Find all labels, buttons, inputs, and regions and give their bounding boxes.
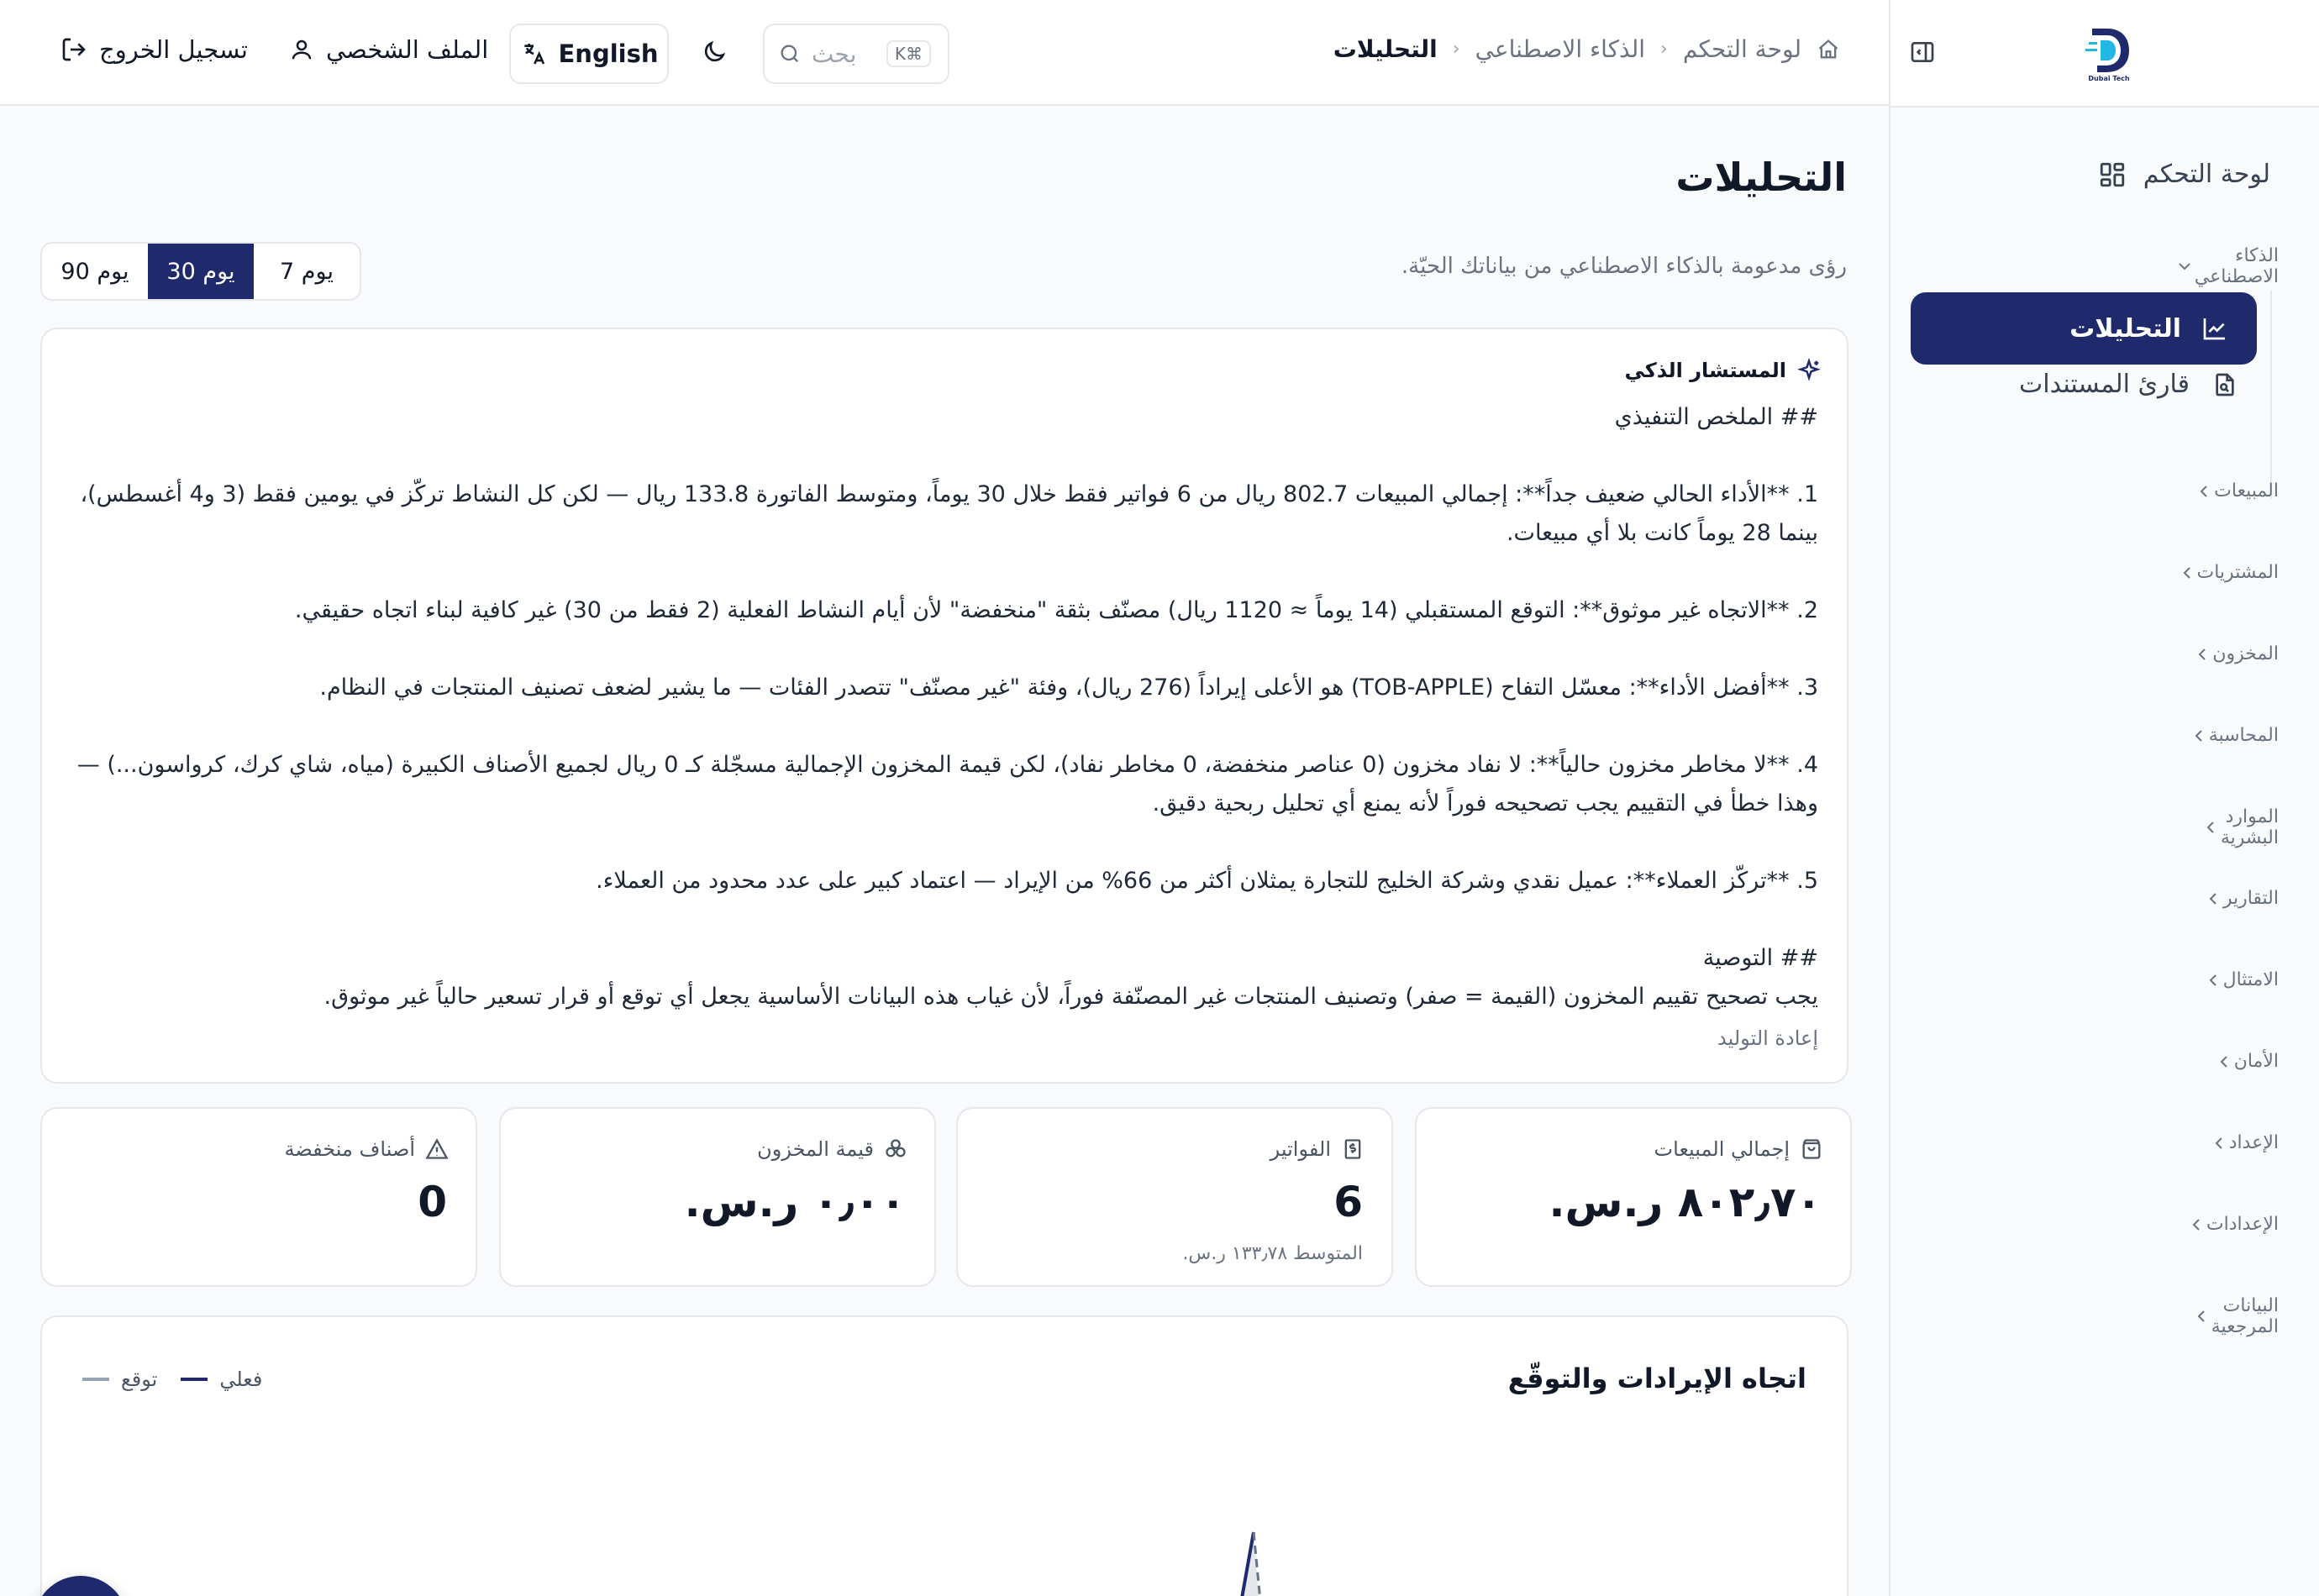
chevron-left-icon — [2177, 563, 2197, 583]
sidebar-group-accounting[interactable] — [2208, 725, 2279, 746]
sidebar-group-reports[interactable] — [2222, 888, 2279, 909]
page-subtitle: رؤى مدعومة بالذكاء الاصطناعي من بياناتك الحيّة. — [1401, 254, 1847, 279]
stat-label — [1654, 1137, 1823, 1161]
chevron-down-icon — [2174, 256, 2195, 276]
warning-triangle-icon — [425, 1137, 449, 1161]
ai-advisor-card — [40, 328, 1848, 1084]
search-icon — [778, 42, 802, 66]
chevron-left-icon: ‹ — [1452, 39, 1460, 60]
breadcrumb-dashboard[interactable]: لوحة التحكم — [1682, 35, 1801, 63]
legend-label: توقع — [121, 1368, 158, 1391]
stat-label-text: الفواتير — [1270, 1137, 1331, 1161]
sidebar-item-label: قارئ المستندات — [2019, 370, 2190, 399]
stat-card-total-sales — [1415, 1107, 1852, 1287]
receipt-dollar-icon — [1341, 1137, 1365, 1161]
profile-button[interactable] — [289, 35, 488, 64]
sidebar-group-label: الأمان — [2233, 1051, 2279, 1072]
chart-plot — [42, 1317, 1847, 1596]
chevron-left-icon: ‹ — [1660, 39, 1668, 60]
sidebar-group-security[interactable] — [2233, 1051, 2279, 1072]
summary-line: يجب تصحيح تقييم المخزون (القيمة = صفر) وتصنيف المنتجات غير المصنّفة فوراً، لأن غياب هذه البيانات الأساسية يجعل أي توقع أو قرار تسعير حالياً غير موثوق. — [323, 984, 1818, 1010]
page-title: التحليلات — [1675, 155, 1847, 200]
sidebar-group-sales[interactable] — [2214, 480, 2279, 501]
date-range-selector — [40, 242, 361, 301]
ai-advisor-header — [1625, 358, 1822, 383]
range-30-days[interactable]: 30 يوم — [148, 244, 254, 299]
summary-line: ## الملخص التنفيذي — [1614, 404, 1818, 430]
chevron-left-icon — [2209, 1133, 2229, 1153]
sidebar-group-label: المبيعات — [2214, 480, 2279, 501]
stat-card-low-stock — [40, 1107, 477, 1287]
range-90-days[interactable]: 90 يوم — [60, 258, 129, 285]
main-content — [0, 108, 1889, 1596]
stat-value: 6 — [1333, 1178, 1363, 1226]
search-field[interactable] — [778, 40, 856, 68]
summary-line: 2. **الاتجاه غير موثوق**: التوقع المستقبلي (14 يوماً ≈ 1120 ريال) مصنّف بثقة "منخفضة" لأن أيام النشاط الفعلية (2 فقط من 30) غير كافية لبناء اتجاه حقيقي. — [294, 597, 1818, 623]
sidebar-group-label: الإعداد — [2228, 1132, 2279, 1153]
language-toggle-button[interactable] — [509, 24, 669, 84]
sidebar-group-ai[interactable] — [2194, 245, 2279, 287]
line-chart-icon — [2201, 315, 2228, 342]
sidebar-item-dashboard[interactable] — [2098, 160, 2270, 189]
chevron-left-icon — [2214, 1052, 2234, 1072]
company-logo[interactable] — [2082, 22, 2136, 86]
revenue-forecast-chart-card — [40, 1315, 1848, 1596]
sidebar-item-label: التحليلات — [2069, 313, 2181, 344]
stat-value: 0 — [418, 1178, 447, 1226]
theme-toggle-button[interactable] — [701, 39, 728, 66]
sidebar-group-label: الموارد البشرية — [2220, 806, 2279, 848]
sidebar-group-hr[interactable] — [2220, 806, 2279, 848]
sidebar-group-compliance[interactable] — [2222, 969, 2279, 990]
chevron-left-icon — [2189, 726, 2209, 746]
search-placeholder: بحث — [812, 39, 857, 68]
chevron-left-icon — [2186, 1215, 2206, 1235]
stat-card-inventory-value — [499, 1107, 936, 1287]
summary-gap — [62, 437, 1818, 475]
top-header — [0, 0, 1889, 106]
stat-label-text: إجمالي المبيعات — [1654, 1137, 1790, 1161]
sidebar-item-label: لوحة التحكم — [2143, 160, 2270, 189]
sparkles-icon — [1796, 358, 1822, 383]
user-icon — [289, 37, 314, 62]
sidebar-group-purchases[interactable] — [2196, 562, 2279, 583]
shopping-bag-icon — [1800, 1137, 1823, 1161]
summary-gap — [62, 630, 1818, 669]
stat-label — [1270, 1137, 1365, 1161]
summary-line: 5. **تركّز العملاء**: عميل نقدي وشركة الخليج للتجارة يمثلان أكثر من 66% من الإيراد — اعتماد كبير على عدد محدود من العملاء. — [596, 868, 1818, 894]
summary-gap — [62, 553, 1818, 591]
ai-advisor-title: المستشار الذكي — [1624, 359, 1786, 382]
panel-toggle-icon — [1909, 39, 1936, 66]
sidebar-group-label: التقارير — [2222, 888, 2279, 909]
boxes-icon — [884, 1137, 907, 1161]
grid-icon — [2098, 160, 2127, 189]
sidebar-group-label: المشتريات — [2196, 562, 2279, 583]
regenerate-button[interactable]: إعادة التوليد — [1717, 1026, 1818, 1050]
sidebar-group-setup[interactable] — [2228, 1132, 2279, 1153]
logout-button[interactable] — [60, 35, 248, 64]
home-icon[interactable] — [1817, 38, 1840, 61]
summary-line: ## التوصية — [1702, 945, 1818, 971]
translate-icon — [520, 40, 547, 67]
sidebar-group-label: الامتثال — [2222, 969, 2279, 990]
stat-label-text: قيمة المخزون — [757, 1137, 874, 1161]
stat-value: ٨٠٢٫٧٠ ر.س. — [1549, 1178, 1822, 1226]
chevron-left-icon — [2203, 970, 2223, 990]
sidebar — [1889, 0, 2319, 1596]
sidebar-group-label: المخزون — [2212, 643, 2279, 664]
logout-icon — [60, 36, 87, 63]
summary-line: 3. **أفضل الأداء**: معسّل التفاح (TOB-APPLE) هو الأعلى إيراداً (276 ريال)، وفئة "غير مصنّف" تتصدر الفئات — ما يشير لضعف تصنيف المنتجات في النظام. — [319, 675, 1818, 701]
chevron-left-icon — [2192, 644, 2212, 664]
search-input[interactable] — [763, 24, 949, 84]
range-7-days[interactable]: 7 يوم — [280, 258, 334, 285]
sidebar-item-document-reader[interactable] — [2019, 370, 2238, 399]
summary-line: 1. **الأداء الحالي ضعيف جداً**: إجمالي المبيعات 802.7 ريال من 6 فواتير فقط خلال 30 يوماً، ومتوسط الفاتورة 133.8 ريال — لكن كل النشاط تركّز في يومين فقط (3 و4 أغسطس)، بينما 28 يوماً كانت بلا أي مبيعات. — [80, 481, 1818, 546]
stat-value: ٠٫٠٠ ر.س. — [684, 1178, 906, 1226]
sidebar-group-label: المحاسبة — [2208, 725, 2279, 746]
chevron-left-icon — [2203, 889, 2223, 909]
stat-label — [284, 1137, 449, 1161]
sidebar-group-inventory[interactable] — [2212, 643, 2279, 664]
logout-label: تسجيل الخروج — [99, 35, 248, 64]
ai-summary-text — [62, 398, 1818, 1016]
summary-gap — [62, 823, 1818, 862]
stat-label — [757, 1137, 907, 1161]
file-scan-icon — [2211, 371, 2238, 398]
profile-label: الملف الشخصي — [326, 35, 489, 64]
stat-subtext: المتوسط ١٣٣٫٧٨ ر.س. — [1182, 1243, 1363, 1264]
summary-gap — [62, 900, 1818, 939]
legend-label: فعلي — [219, 1368, 263, 1391]
sidebar-nav — [1890, 106, 2319, 1596]
chevron-left-icon — [2194, 481, 2214, 501]
language-label: English — [558, 39, 659, 68]
breadcrumb — [1333, 35, 1840, 63]
sidebar-item-analytics[interactable] — [1911, 292, 2257, 365]
chevron-left-icon — [2201, 817, 2221, 837]
sidebar-group-master-data[interactable] — [2211, 1295, 2279, 1337]
sidebar-group-label: البيانات المرجعية — [2211, 1295, 2279, 1337]
sidebar-group-label: الإعدادات — [2206, 1214, 2279, 1235]
submenu-guide-line — [2270, 291, 2272, 499]
chevron-left-icon — [2191, 1306, 2211, 1326]
summary-line: 4. **لا مخاطر مخزون حالياً**: لا نفاد مخزون (0 عناصر منخفضة، 0 مخاطر نفاد)، لكن قيمة المخزون الإجمالية مسجّلة كـ 0 ريال لجميع الأصناف الكبيرة (مياه، شاي كرك، كرواسون...) — وهذا خطأ في التقييم يجب تصحيحه فوراً لأنه يمنع أي تحليل ربحية دقيق. — [76, 752, 1818, 816]
breadcrumb-ai[interactable]: الذكاء الاصطناعي — [1475, 35, 1646, 63]
sidebar-group-label: الذكاء الاصطناعي — [2194, 245, 2279, 287]
chart-title: اتجاه الإيرادات والتوقّع — [1507, 1362, 1806, 1394]
sidebar-collapse-button[interactable] — [1909, 39, 1936, 69]
stat-label-text: أصناف منخفضة — [284, 1137, 415, 1161]
stat-card-invoices — [956, 1107, 1393, 1287]
breadcrumb-current: التحليلات — [1333, 35, 1438, 63]
moon-icon — [701, 39, 728, 66]
sidebar-group-settings[interactable] — [2206, 1214, 2279, 1235]
svg-text:Dubai Tech: Dubai Tech — [2088, 75, 2130, 82]
summary-gap — [62, 707, 1818, 746]
search-shortcut: ⌘K — [886, 40, 931, 67]
